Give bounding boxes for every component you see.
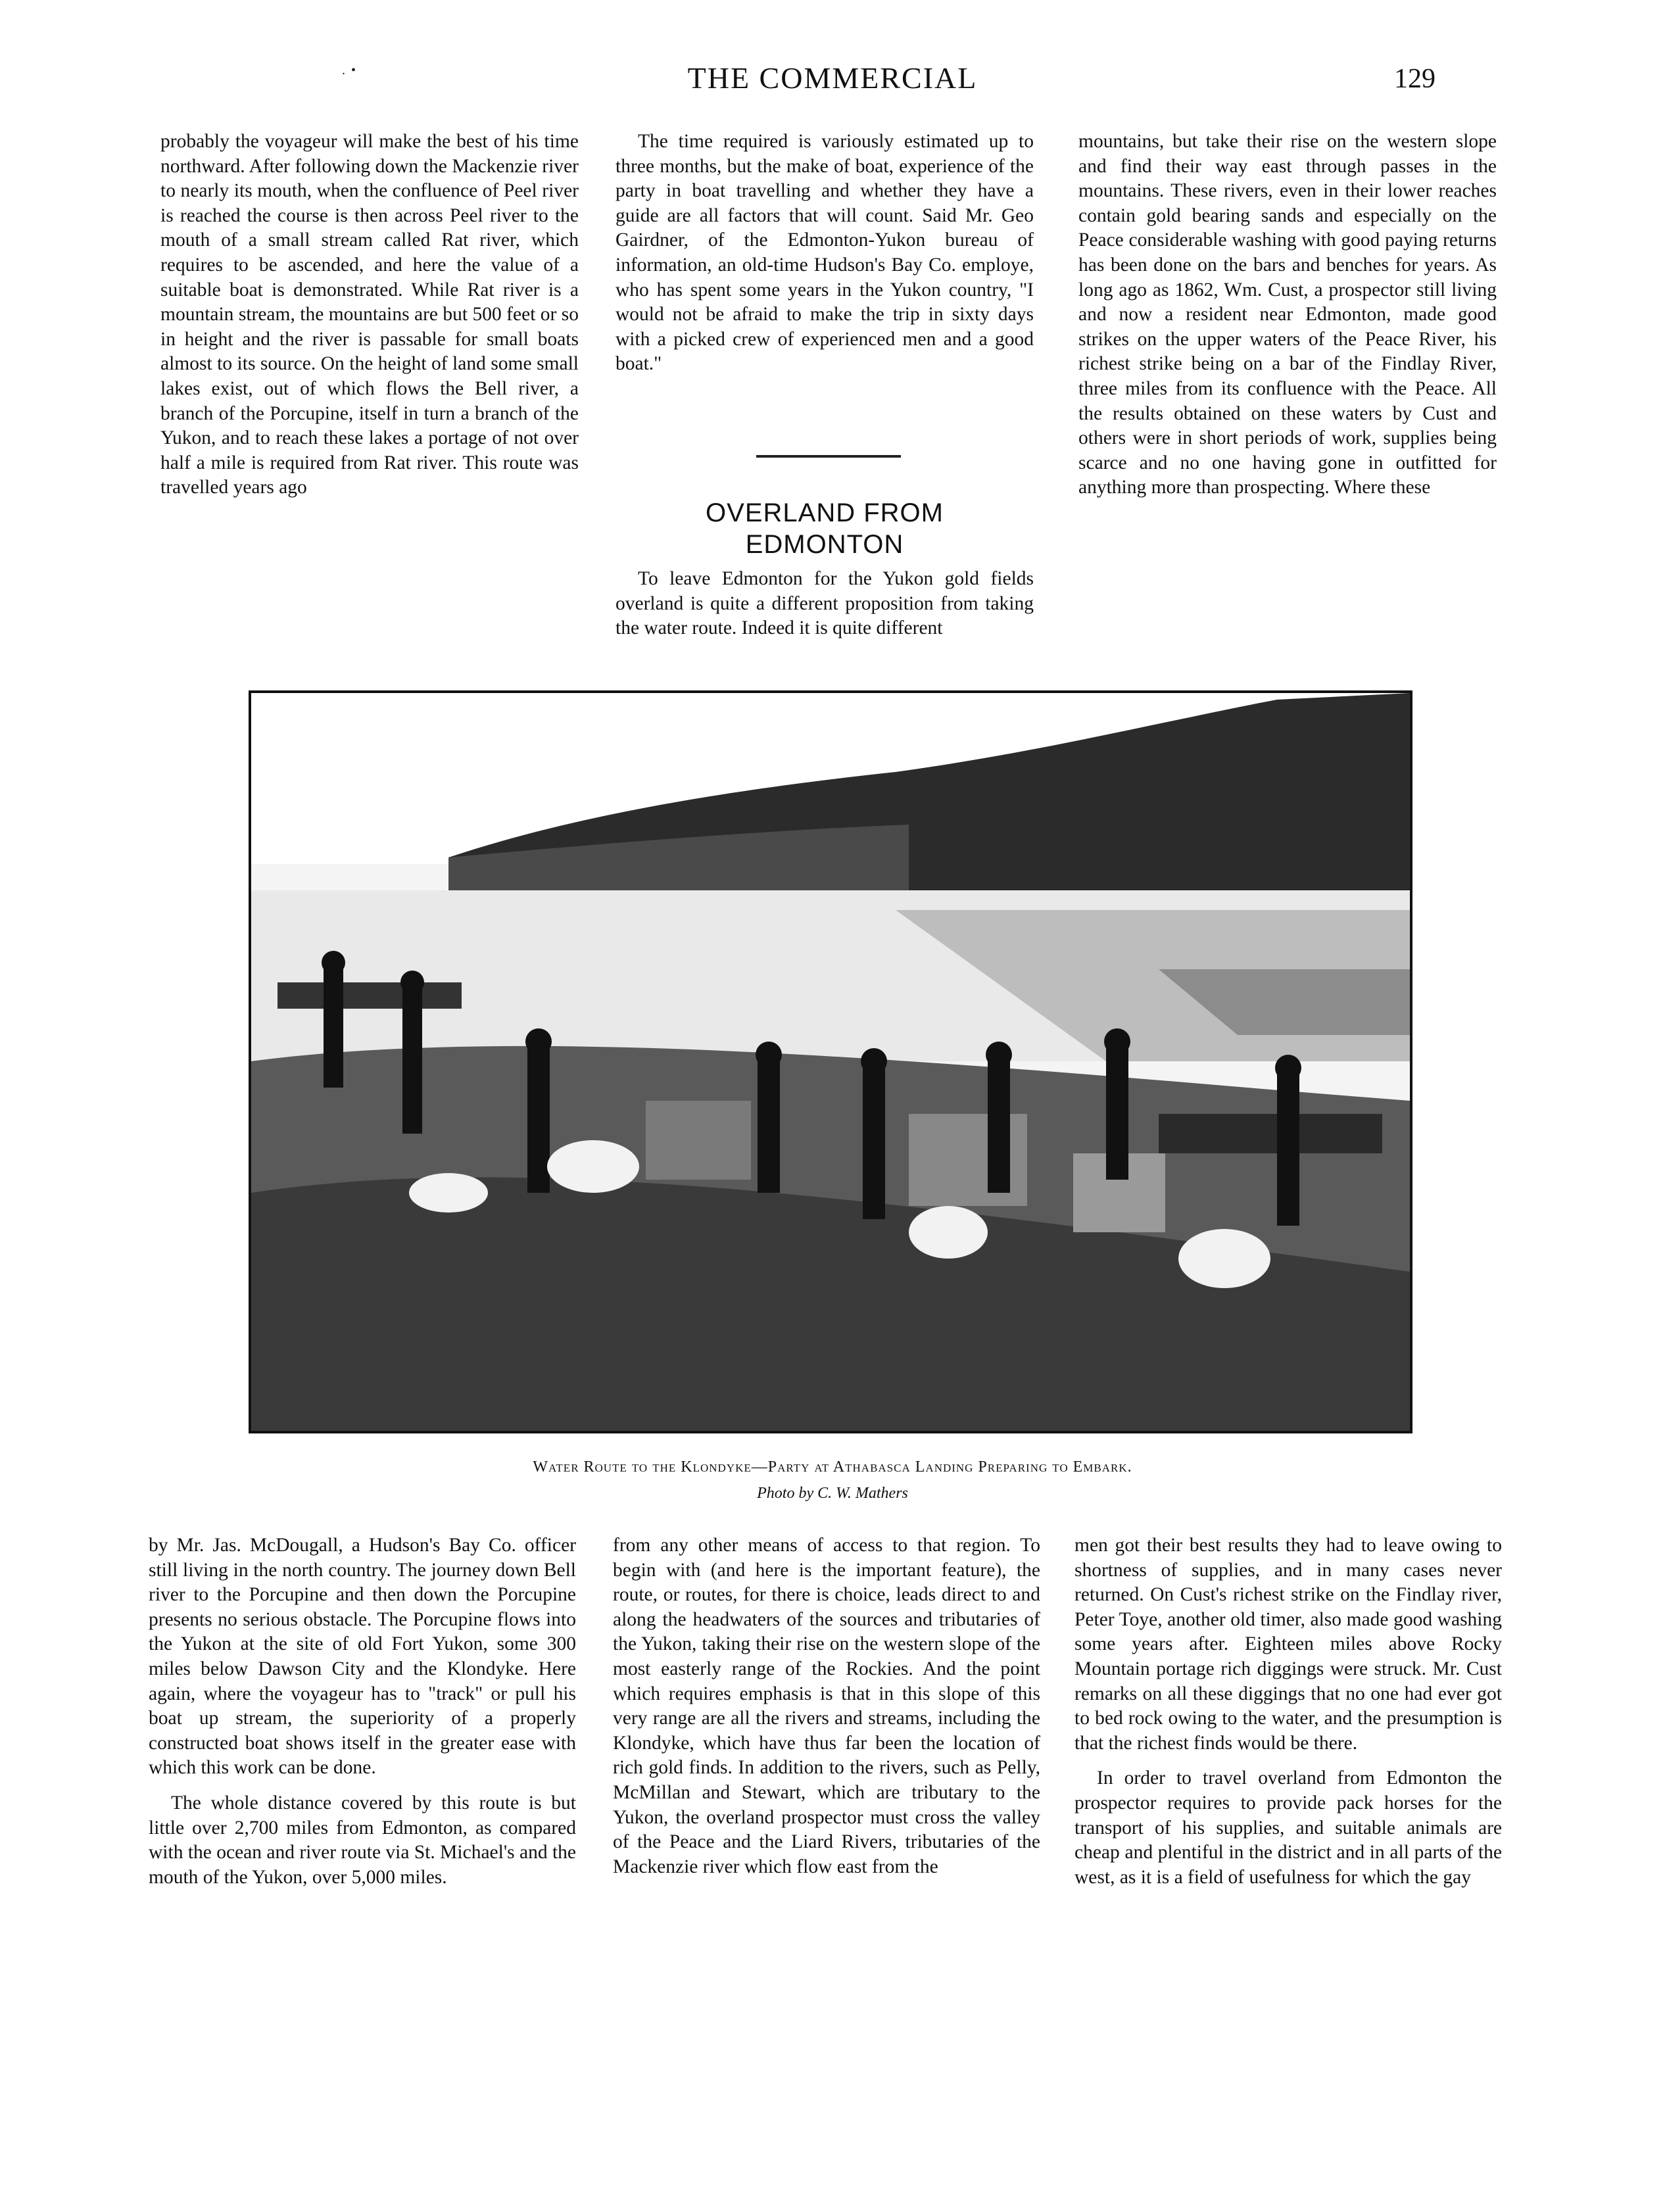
- heading-line: OVERLAND FROM: [706, 498, 944, 527]
- page-number: 129: [1394, 64, 1436, 94]
- paragraph: To leave Edmonton for the Yukon gold fields overland is quite a different proposition from taking the water route. Indeed it is quite different: [615, 568, 1034, 639]
- bottom-column-2: [613, 1533, 1040, 1890]
- top-column-3: [1078, 130, 1497, 511]
- column-rule: [756, 455, 901, 458]
- landing-photograph: [249, 690, 1412, 1433]
- paragraph: The time required is variously estimated up to three months, but the make of boat, experience of the party in boat travelling and whether they have a guide are all factors that will count. Said Mr. Geo Gairdner, of the Edmonton-Yukon bureau of information, an old-time Hudson's Bay Co. employe, who has spent some years in the Yukon country, "I would not be afraid to make the trip in sixty days with a picked crew of experienced men and a good boat.": [615, 131, 1034, 375]
- bottom-column-3: [1074, 1533, 1502, 1900]
- paragraph: from any other means of access to that region. To begin with (and here is the important feature), the route, or routes, for there is choice, leads direct to and along the headwaters of the sources and tributaries of the Yukon, taking their rise on the western slope of the most easterly range of the Rockies. And the point which requires emphasis is that in this slope of this very range are all the rivers and streams, including the Klondyke, which have thus far been the location of rich gold finds. In addition to the rivers, such as Pelly, McMillan and Stewart, which are tributary to the Yukon, the overland prospector must cross the valley of the Peace and the Liard Rivers, tributaries of the Mackenzie river which flow east from the: [613, 1535, 1040, 1877]
- top-column-2: [615, 130, 1034, 387]
- top-column-2-continued: [615, 567, 1034, 652]
- paragraph: The whole distance covered by this route is but little over 2,700 miles from Edmonton, as compared with the ocean and river route via St. Michael's and the mouth of the Yukon, over 5,000 miles.: [149, 1792, 577, 1888]
- masthead-title: THE COMMERCIAL: [687, 61, 978, 95]
- photo-image: [251, 693, 1410, 1431]
- paragraph: probably the voyageur will make the best of his time northward. After following down the Mackenzie river to nearly its mouth, when the confluence of Peel river is reached the course is then across Peel river to the mouth of a small stream called Rat river, which requires to be ascended, and here the value of a suitable boat is demonstrated. While Rat river is a mountain stream, the mountains are but 500 feet or so in height and the river is passable for small boats almost to its source. On the height of land some small lakes exist, out of which flows the Bell river, a branch of the Porcupine, itself in turn a branch of the Yukon, and to reach these lakes a portage of not over half a mile is required from Rat river. This route was travelled years ago: [160, 131, 579, 498]
- photo-credit: Photo by C. W. Mathers: [757, 1485, 908, 1502]
- top-column-1: [160, 130, 579, 511]
- paragraph: by Mr. Jas. McDougall, a Hudson's Bay Co. officer still living in the north country. The journey down Bell river to the Porcupine and then down the Porcupine presents no serious obstacle. The Porcupine flows into the Yukon at the site of old Fort Yukon, some 300 miles below Dawson City and the Klondyke. Here again, where the voyageur has to "track" or pull his boat up stream, the superiority of a properly constructed boat shows itself in the greater ease with which this work can be done.: [149, 1535, 576, 1779]
- paragraph: In order to travel overland from Edmonton the prospector requires to provide pack horses for the transport of his supplies, and suitable animals are cheap and plentiful in the district and in all parts of the west, as it is a field of usefulness for which the gay: [1074, 1767, 1502, 1888]
- photo-caption: Water Route to the Klondyke—Party at Athabasca Landing Preparing to Embark.: [533, 1458, 1132, 1476]
- heading-line: EDMONTON: [745, 530, 904, 559]
- masthead-marks: . •: [342, 63, 358, 78]
- paragraph: mountains, but take their rise on the western slope and find their way east through passes in the mountains. These rivers, even in their lower reaches contain gold bearing sands and especially on the Peace considerable washing with good paying returns has been done on the bars and benches for years. As long ago as 1862, Wm. Cust, a prospector still living and now a resident near Edmonton, made good strikes on the upper waters of the Peace River, his richest strike being on a bar of the Findlay River, three miles from its confluence with the Peace. All the results obtained on these waters by Cust and others were in short periods of work, supplies being scarce and no one having gone in outfitted for anything more than prospecting. Where these: [1078, 131, 1497, 498]
- bottom-column-1: [149, 1533, 576, 1900]
- paragraph: men got their best results they had to leave owing to shortness of supplies, and in many cases never returned. On Cust's richest strike on the Findlay river, Peter Toye, another old timer, also made good washing some years after. Eighteen miles above Rocky Mountain portage rich diggings were struck. Mr. Cust remarks on all these diggings that no one had ever got to bed rock owing to the water, and the presumption is that the richest finds would be there.: [1074, 1535, 1502, 1754]
- section-heading: [615, 497, 1034, 560]
